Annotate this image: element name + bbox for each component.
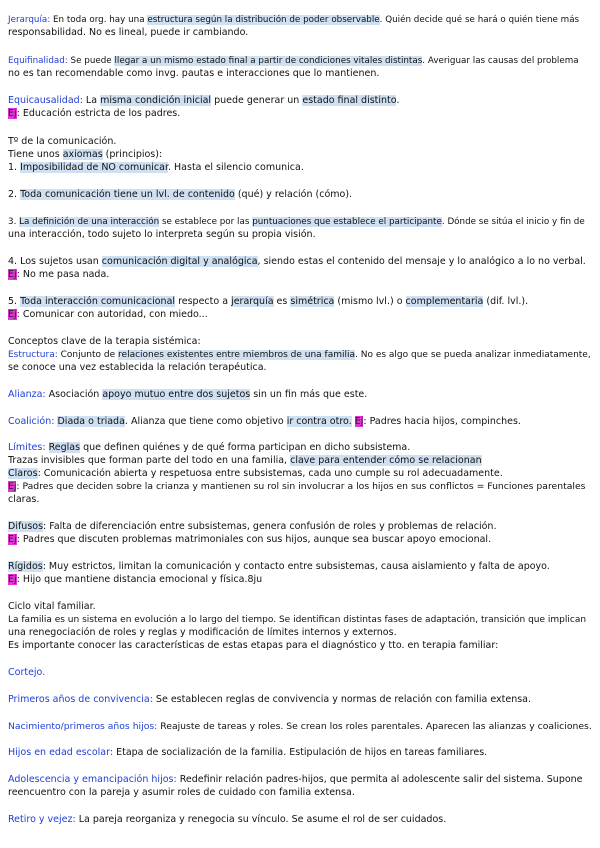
- text: 1.: [8, 162, 21, 173]
- example-marker: Ej: [8, 108, 17, 119]
- equicausalidad-line: [8, 95, 592, 107]
- text: Se puede: [67, 56, 115, 66]
- text: . Quién decide qué se hará o quién tiene más: [379, 15, 580, 25]
- stage-nacimiento: [8, 721, 592, 733]
- cycle-line-3: Es importante conocer las características de estas etapas para el diagnóstico y tto. en terapia familiar:: [8, 640, 499, 651]
- estructura-line-2: se conoce una vez establecida la relación terapéutica.: [8, 362, 267, 373]
- term-limites: Límites:: [8, 442, 46, 453]
- axiom-5-example: [8, 309, 592, 321]
- text: , siendo estas el contenido del mensaje y lo analógico a lo no verbal.: [257, 256, 586, 267]
- axiom-4: [8, 256, 592, 268]
- highlight: Difusos: [8, 521, 44, 532]
- text: Etapa de socialización de la familia. Estipulación de hijos en tareas familiares.: [113, 747, 488, 758]
- text: : Padres hacia hijos, compinches.: [363, 416, 521, 427]
- text: La pareja reorganiza y renegocia su vínculo. Se asume el rol de ser cuidados.: [75, 814, 447, 825]
- text: (mismo lvl.) o: [334, 296, 406, 307]
- text: (qué) y relación (cómo).: [234, 189, 353, 200]
- text: . Hasta el silencio comunica.: [167, 162, 304, 173]
- jerarquia-line: [8, 14, 592, 26]
- term-cortejo: Cortejo.: [8, 667, 46, 678]
- limites-claros: [8, 468, 592, 480]
- axiom-4-example: [8, 269, 592, 281]
- text: : Educación estricta de los padres.: [16, 108, 181, 119]
- equicausalidad-example: [8, 108, 592, 120]
- stage-cortejo: [8, 667, 592, 679]
- limites-line-2: [8, 455, 592, 467]
- text: respecto a: [175, 296, 232, 307]
- text: sin un fin más que este.: [250, 389, 368, 400]
- example-marker: Ej: [8, 534, 17, 545]
- term-estructura: Estructura:: [8, 350, 58, 360]
- highlight: axiomas: [62, 149, 103, 160]
- text: : No me pasa nada.: [16, 269, 110, 280]
- text: (dif. lvl.).: [483, 296, 529, 307]
- text: : Falta de diferenciación entre subsistemas, genera confusión de roles y problemas de relación.: [43, 521, 497, 532]
- rigidos-line: [8, 561, 592, 573]
- cycle-line-1: La familia es un sistema en evolución a lo largo del tiempo. Se identifican distintas fases de adaptación, transición que implican: [8, 615, 587, 625]
- highlight: Reglas: [48, 442, 81, 453]
- text: . No es algo que se pueda analizar inmediatamente,: [355, 350, 591, 360]
- text: : Muy estrictos, limitan la comunicación y contacto entre subsistemas, causa aislamiento y falta de apoyo.: [42, 561, 550, 572]
- equifinalidad-line-2: no es tan recomendable como invg. pautas e interacciones que lo mantienen.: [8, 68, 380, 79]
- difusos-example: [8, 534, 592, 546]
- text: .: [396, 95, 400, 106]
- text: Tiene unos: [8, 149, 63, 160]
- stage-escolar: [8, 747, 592, 759]
- term-escolar: Hijos en edad escolar:: [8, 747, 114, 758]
- highlight: complementaria: [405, 296, 484, 307]
- highlight: relaciones existentes entre miembros de una familia: [118, 350, 355, 360]
- highlight: apoyo mutuo entre dos sujetos: [102, 389, 251, 400]
- axiom-3: [8, 216, 592, 228]
- stage-vejez: [8, 814, 592, 826]
- text: . Averiguar las causas del problema: [422, 56, 579, 66]
- stage-adolescencia-2: reencuentro con la pareja y asumir roles de cuidado con familia extensa.: [8, 787, 355, 798]
- term-coalicion: Coalición:: [8, 416, 55, 427]
- text: Reajuste de tareas y roles. Se crean los roles parentales. Aparecen las alianzas y coaliciones.: [157, 721, 592, 732]
- term-convivencia: Primeros años de convivencia:: [8, 694, 153, 705]
- text: es: [273, 296, 291, 307]
- highlight: misma condición inicial: [100, 95, 212, 106]
- limites-claros-example: [8, 481, 592, 493]
- concepts-title: Conceptos clave de la terapia sistémica:: [8, 336, 201, 347]
- cycle-title: Ciclo vital familiar.: [8, 601, 96, 612]
- highlight: Imposibilidad de NO comunicar: [20, 162, 168, 173]
- highlight: Toda comunicación tiene un lvl. de contenido: [20, 189, 235, 200]
- limites-line: [8, 442, 592, 454]
- axioms-intro: [8, 149, 592, 161]
- limites-claros-example-2: claras.: [8, 494, 40, 505]
- text: . Dónde se sitúa el inicio y fin de: [441, 217, 585, 227]
- highlight: puntuaciones que establece el participante: [252, 217, 442, 227]
- example-marker: Ej: [354, 416, 364, 427]
- term-alianza: Alianza:: [8, 389, 46, 400]
- term-vejez: Retiro y vejez:: [8, 814, 76, 825]
- highlight: jerarquía: [231, 296, 274, 307]
- coalicion-line: [8, 416, 592, 428]
- text: Se establecen reglas de convivencia y normas de relación con familia extensa.: [152, 694, 531, 705]
- text: 2.: [8, 189, 21, 200]
- highlight: Claros: [8, 468, 38, 479]
- text: 3.: [8, 217, 20, 227]
- jerarquia-line-2: responsabilidad. No es lineal, puede ir cambiando.: [8, 27, 249, 38]
- text: Conjunto de: [57, 350, 119, 360]
- text: Asociación: [45, 389, 103, 400]
- difusos-line: [8, 521, 592, 533]
- highlight: ir contra otro.: [286, 416, 352, 427]
- example-marker: Ej: [8, 269, 17, 280]
- term-jerarquia: Jerarquía:: [8, 15, 51, 25]
- term-equifinalidad: Equifinalidad:: [8, 56, 68, 66]
- text: : Padres que discuten problemas matrimoniales con sus hijos, aunque sea buscar apoyo emocional.: [16, 534, 492, 545]
- highlight: La definición de una interacción: [19, 217, 160, 227]
- axiom-3-line-2: una interacción, todo sujeto lo interpreta según su propia visión.: [8, 229, 316, 240]
- text: puede generar un: [211, 95, 303, 106]
- text: En toda org. hay una: [50, 15, 148, 25]
- highlight: comunicación digital y analógica: [101, 256, 258, 267]
- axioms-title: Tº de la comunicación.: [8, 136, 117, 147]
- text: 5.: [8, 296, 21, 307]
- axiom-1: [8, 162, 592, 174]
- highlight: Toda interacción comunicacional: [20, 296, 176, 307]
- highlight: clave para entender cómo se relacionan: [290, 455, 482, 466]
- highlight: llegar a un mismo estado final a partir de condiciones vitales distintas: [114, 56, 423, 66]
- text: : Hijo que mantiene distancia emocional y física.8ju: [16, 574, 263, 585]
- text: que definen quiénes y de qué forma participan en dicho subsistema.: [80, 442, 411, 453]
- alianza-line: [8, 389, 592, 401]
- cycle-line-2: una renegociación de roles y reglas y modificación de límites internos y externos.: [8, 627, 397, 638]
- example-marker: Ej: [8, 309, 17, 320]
- example-marker: Ej: [8, 574, 17, 585]
- equifinalidad-line: [8, 55, 592, 67]
- text: : Comunicar con autoridad, con miedo...: [16, 309, 208, 320]
- highlight: Rígidos: [8, 561, 43, 572]
- text: Redefinir relación padres-hijos, que permita al adolescente salir del sistema. Supone: [176, 774, 583, 785]
- rigidos-example: [8, 574, 592, 586]
- term-equicausalidad: Equicausalidad:: [8, 95, 83, 106]
- text: (principios):: [102, 149, 163, 160]
- text: La: [82, 95, 101, 106]
- term-adolescencia: Adolescencia y emancipación hijos:: [8, 774, 177, 785]
- highlight: estado final distinto: [302, 95, 397, 106]
- highlight: Diada o triada: [57, 416, 125, 427]
- text: . Alianza que tiene como objetivo: [124, 416, 287, 427]
- estructura-line: [8, 349, 592, 361]
- text: : Comunicación abierta y respetuosa entre subsistemas, cada uno cumple su rol adecuadamente.: [37, 468, 503, 479]
- stage-convivencia: [8, 694, 592, 706]
- highlight: simétrica: [290, 296, 335, 307]
- text: Trazas invisibles que forman parte del todo en una familia,: [8, 455, 291, 466]
- text: se establece por las: [159, 217, 253, 227]
- term-nacimiento: Nacimiento/primeros años hijos:: [8, 721, 158, 732]
- highlight: estructura según la distribución de poder observable: [147, 15, 380, 25]
- text: 4. Los sujetos usan: [8, 256, 102, 267]
- text: : Padres que deciden sobre la crianza y mantienen su rol sin involucrar a los hijos en sus conflictos = Funciones parentales: [16, 481, 586, 492]
- stage-adolescencia: [8, 774, 592, 786]
- axiom-5: [8, 296, 592, 308]
- axiom-2: [8, 189, 592, 201]
- example-marker: Ej: [8, 481, 17, 492]
